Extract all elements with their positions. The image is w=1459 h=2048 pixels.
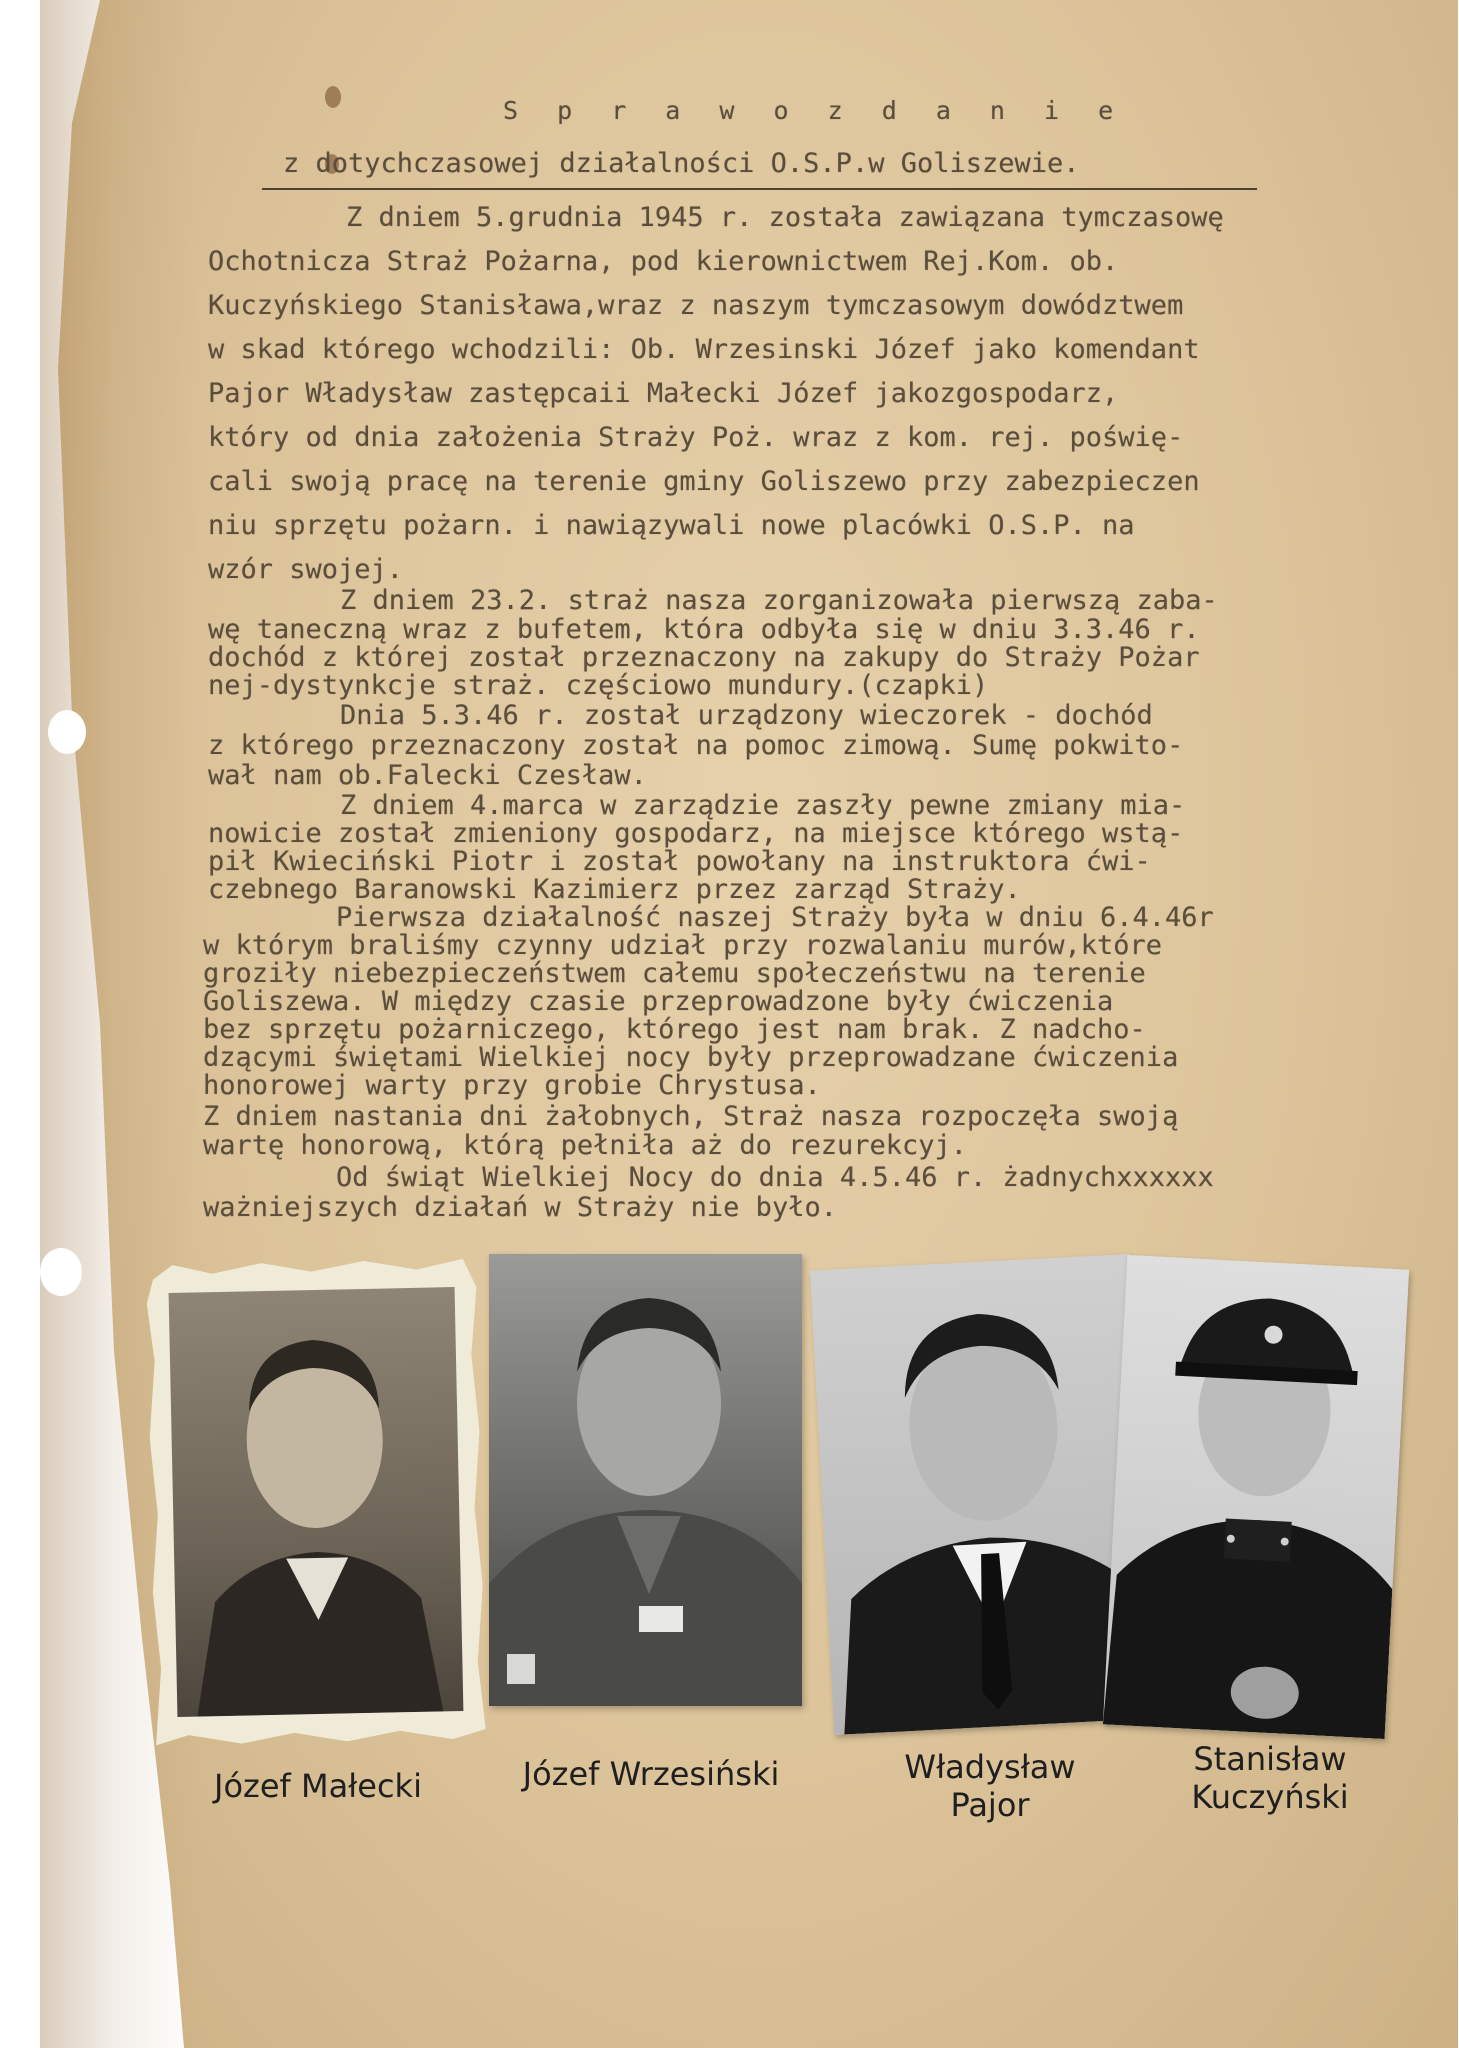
photo-wladyslaw-pajor xyxy=(810,1254,1154,1735)
photo-jozef-malecki xyxy=(146,1259,486,1746)
typed-line: dzącymi świętami Wielkiej nocy były przeprowadzane ćwiczenia xyxy=(203,1042,1179,1073)
photo-caption xyxy=(1150,1740,1390,1816)
typed-line: Od świąt Wielkiej Nocy do dnia 4.5.46 r. żadnychxxxxxx xyxy=(336,1162,1214,1193)
typed-line: czebnego Baranowski Kazimierz przez zarząd Straży. xyxy=(208,874,1021,905)
typed-line: Pierwsza działalność naszej Straży była w dniu 6.4.46r xyxy=(336,902,1214,933)
document-subtitle: z dotychczasowej działalności O.S.P.w Goliszewie. xyxy=(283,148,1080,179)
typed-line: cali swoją pracę na terenie gminy Goliszewo przy zabezpieczen xyxy=(208,466,1200,497)
typed-line: Z dniem 5.grudnia 1945 r. została zawiązana tymczasowę xyxy=(346,202,1224,233)
typed-line: niu sprzętu pożarn. i nawiązywali nowe placówki O.S.P. na xyxy=(208,510,1135,541)
photo-stanislaw-kuczynski xyxy=(1103,1255,1409,1739)
caption-last-name: Kuczyński xyxy=(1191,1778,1349,1816)
typed-line: Z dniem 23.2. straż nasza zorganizowała pierwszą zaba- xyxy=(340,585,1218,616)
typed-line: nowicie został zmieniony gospodarz, na miejsce którego wstą- xyxy=(208,818,1184,849)
punch-hole xyxy=(40,1248,82,1296)
portrait-silhouette xyxy=(810,1254,1154,1735)
photo-caption xyxy=(168,1767,468,1805)
typed-line: bez sprzętu pożarniczego, którego jest nam brak. Z nadcho- xyxy=(203,1014,1146,1045)
typed-line: wał nam ob.Falecki Czesław. xyxy=(208,760,647,791)
typed-line: wę taneczną wraz z bufetem, która odbyła się w dniu 3.3.46 r. xyxy=(208,614,1200,645)
typed-line: wzór swojej. xyxy=(208,554,404,585)
photo-jozef-wrzesinski xyxy=(489,1254,802,1706)
typed-line: Z dniem 4.marca w zarządzie zaszły pewne zmiany mia- xyxy=(340,790,1186,821)
typed-line: Dnia 5.3.46 r. został urządzony wieczorek - dochód xyxy=(340,700,1153,731)
typed-line: pił Kwieciński Piotr i został powołany na instruktora ćwi- xyxy=(208,846,1151,877)
typed-line: Ochotnicza Straż Pożarna, pod kierownictwem Rej.Kom. ob. xyxy=(208,246,1119,277)
typed-line: wartę honorową, którą pełniła aż do rezurekcyj. xyxy=(203,1130,968,1161)
typed-line: w skad którego wchodzili: Ob. Wrzesinski Józef jako komendant xyxy=(208,334,1200,365)
typed-line: w którym braliśmy czynny udział przy rozwalaniu murów,które xyxy=(203,930,1163,961)
photo-caption xyxy=(478,1755,824,1793)
document-title: S p r a w o z d a n i e xyxy=(503,96,1126,125)
typed-line: groziły niebezpieczeństwem całemu społeczeństwu na terenie xyxy=(203,958,1146,989)
typed-line: Kuczyńskiego Stanisława,wraz z naszym tymczasowym dowództwem xyxy=(208,290,1184,321)
typed-line: Z dniem nastania dni żałobnych, Straż nasza rozpoczęła swoją xyxy=(203,1101,1179,1132)
caption-name: Józef Wrzesiński xyxy=(522,1755,780,1793)
photo-caption xyxy=(850,1748,1130,1824)
typed-line: który od dnia założenia Straży Poż. wraz z kom. rej. poświę- xyxy=(208,422,1184,453)
portrait-silhouette xyxy=(169,1287,464,1717)
caption-name: Józef Małecki xyxy=(214,1767,422,1805)
portrait-silhouette xyxy=(489,1254,802,1706)
typed-line: nej-dystynkcje straż. częściowo mundury.(czapki) xyxy=(208,670,989,701)
typed-line: z którego przeznaczony został na pomoc zimową. Sumę pokwito- xyxy=(208,730,1184,761)
typed-line: honorowej warty przy grobie Chrystusa. xyxy=(203,1070,821,1101)
caption-first-name: Władysław xyxy=(904,1748,1076,1786)
typed-line: ważniejszych działań w Straży nie było. xyxy=(203,1192,837,1223)
typed-line: Goliszewa. W między czasie przeprowadzone były ćwiczenia xyxy=(203,986,1114,1017)
caption-first-name: Stanisław xyxy=(1193,1740,1347,1778)
typed-line: dochód z której został przeznaczony na zakupy do Straży Pożar xyxy=(208,642,1200,673)
caption-last-name: Pajor xyxy=(950,1786,1030,1824)
typed-line: Pajor Władysław zastępcaii Małecki Józef jakozgospodarz, xyxy=(208,378,1119,409)
portrait-silhouette xyxy=(1103,1255,1409,1739)
